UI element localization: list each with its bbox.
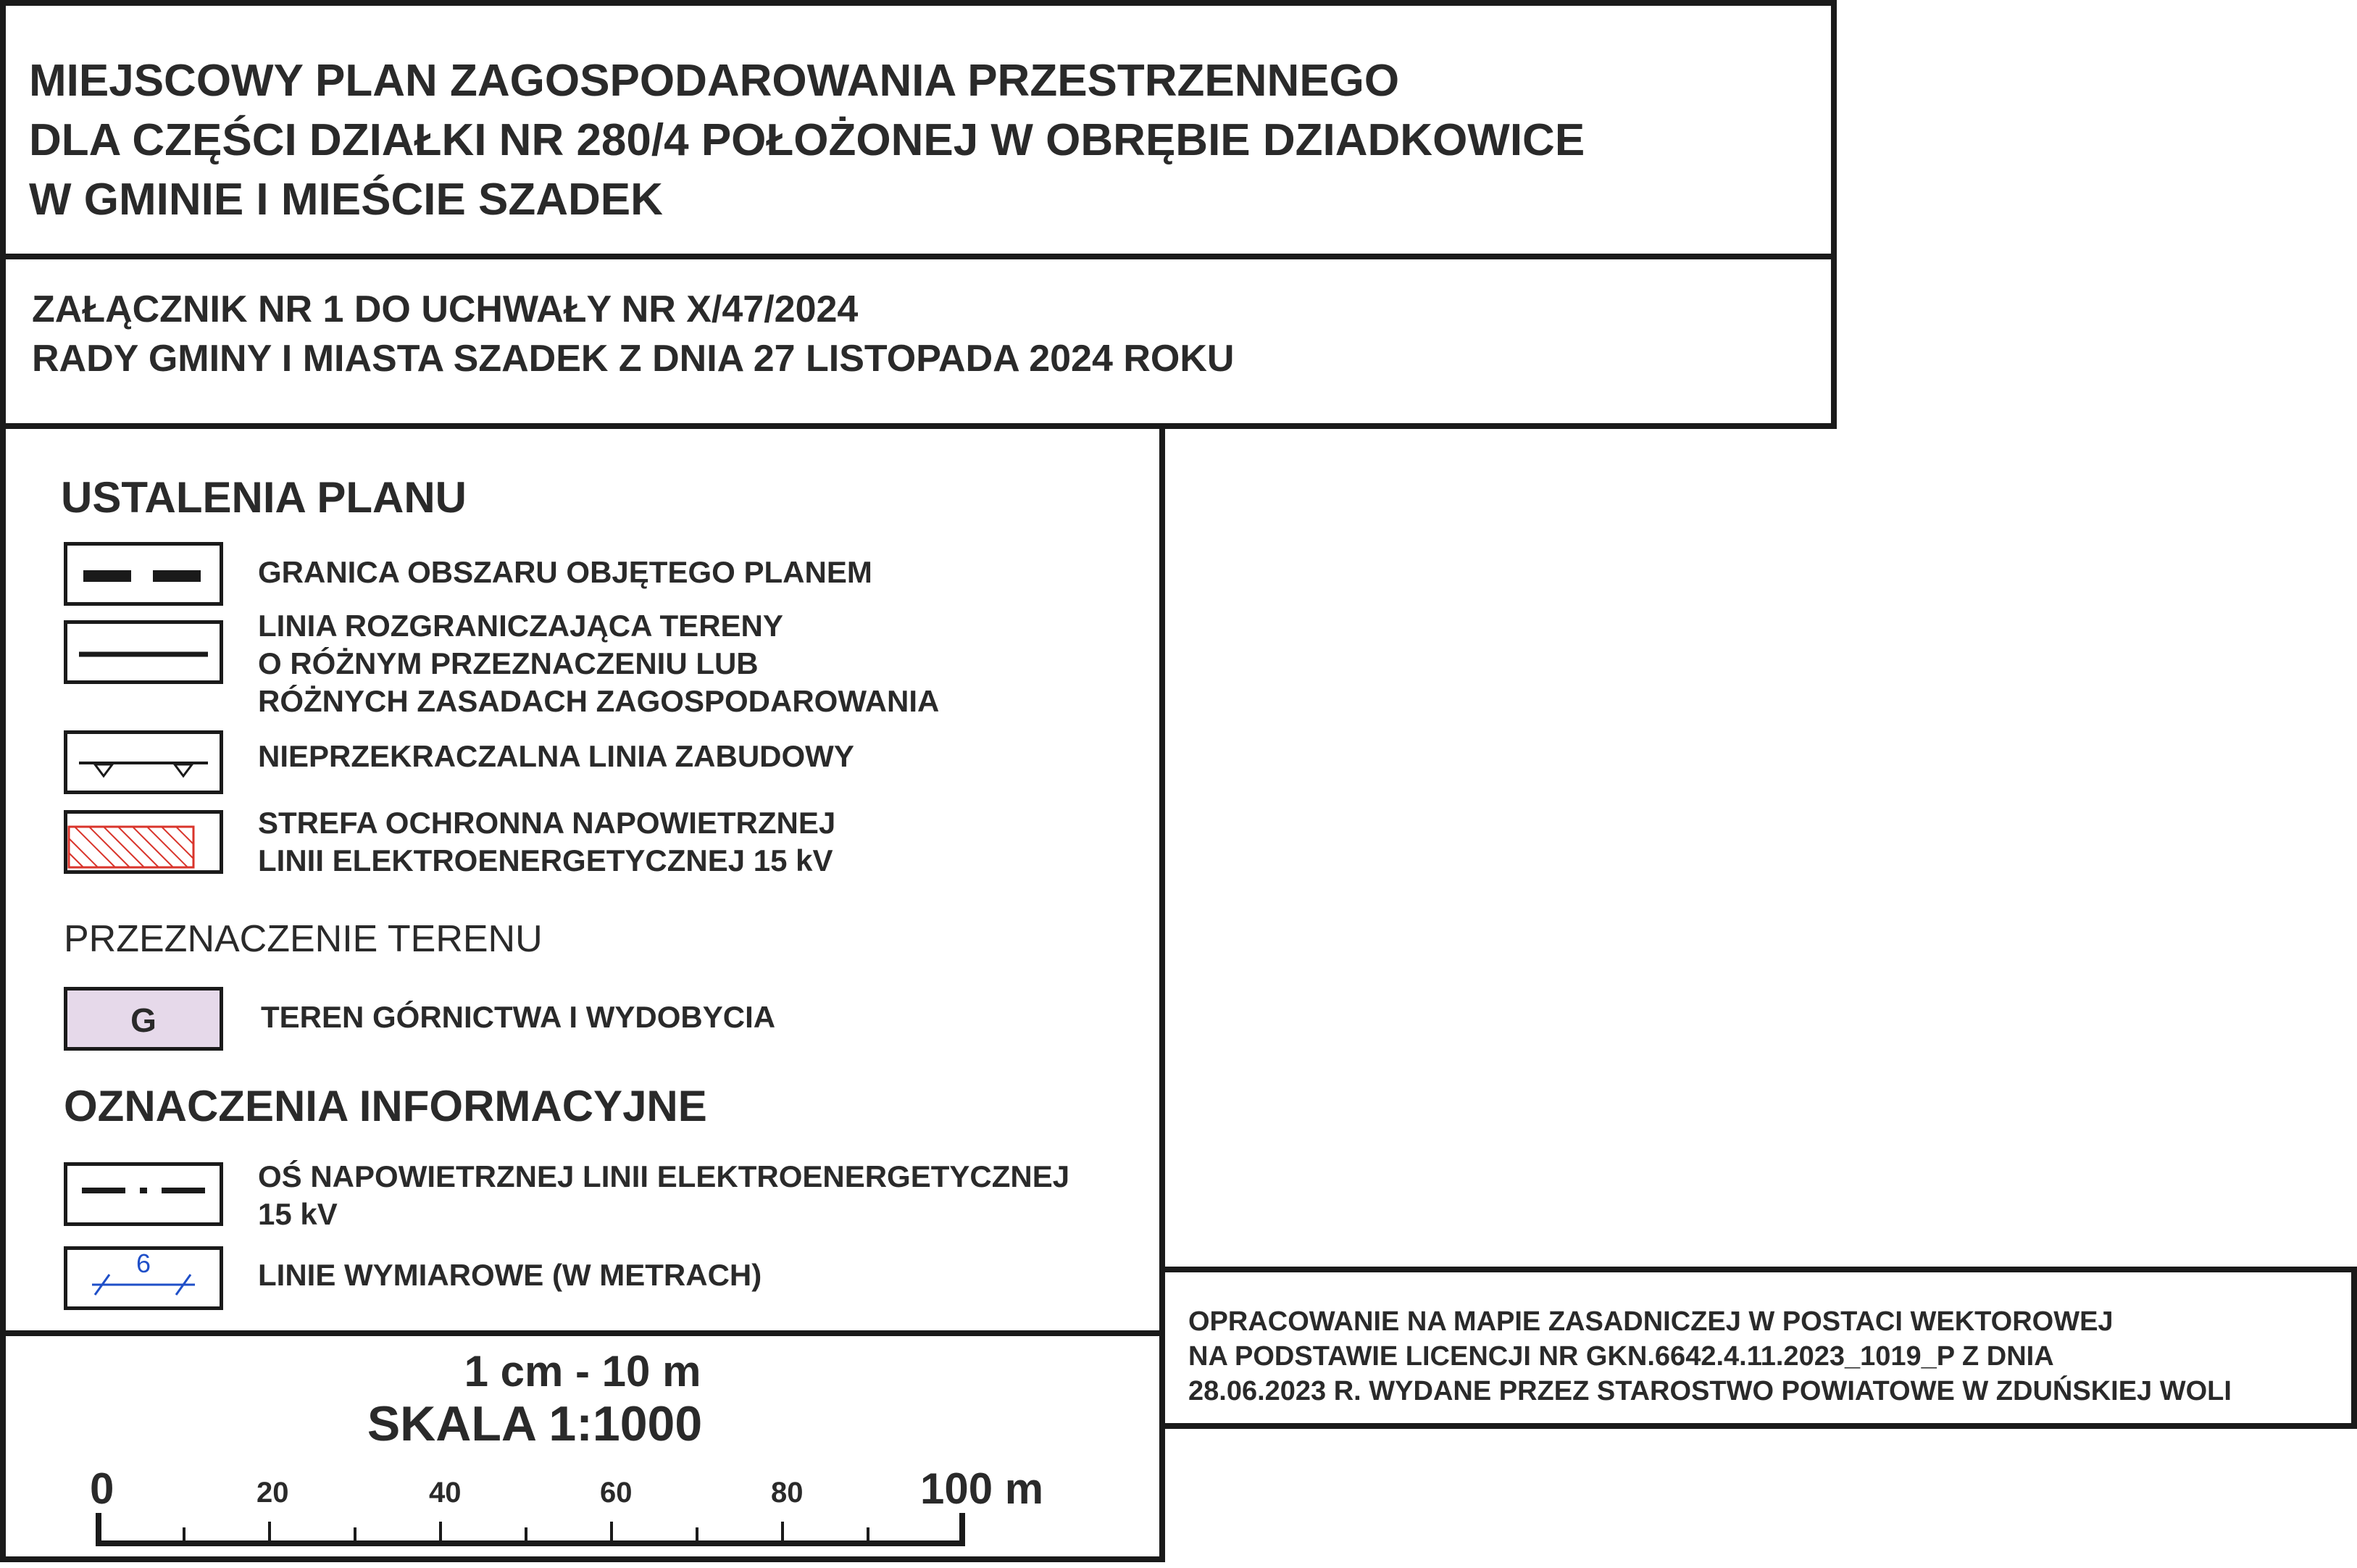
dimension-value: 6 — [135, 1248, 151, 1278]
land-use-g-label: TEREN GÓRNICTWA I WYDOBYCIA — [261, 1000, 776, 1034]
demarcation-symbol — [64, 620, 223, 684]
annex-line-1: ZAŁĄCZNIK NR 1 DO UCHWAŁY NR X/47/2024 — [32, 288, 859, 330]
power-line-axis-label-2: 15 kV — [258, 1197, 338, 1231]
demarcation-label-2: O RÓŻNYM PRZEZNACZENIU LUB — [258, 646, 759, 680]
demarcation-label-3: RÓŻNYCH ZASADACH ZAGOSPODAROWANIA — [258, 684, 940, 718]
hatched-zone-icon — [67, 814, 220, 870]
power-line-axis-symbol — [64, 1162, 223, 1226]
plan-title-line-1: MIEJSCOWY PLAN ZAGOSPODAROWANIA PRZESTRZENNEGO — [29, 56, 1400, 106]
dimension-line-label: LINIE WYMIAROWE (W METRACH) — [258, 1258, 762, 1292]
title-box — [0, 0, 1837, 259]
source-note-box — [1159, 1267, 2357, 1429]
building-line-icon — [67, 734, 220, 791]
scale-box — [0, 1330, 1165, 1562]
annex-line-2: RADY GMINY I MIASTA SZADEK Z DNIA 27 LISTOPADA 2024 ROKU — [32, 338, 1235, 380]
boundary-symbol — [64, 542, 223, 606]
legend-box — [0, 423, 1165, 1336]
scale-label-0: 0 — [90, 1464, 114, 1513]
protection-zone-label-2: LINII ELEKTROENERGETYCZNEJ 15 kV — [258, 843, 833, 877]
solid-line-icon — [67, 624, 220, 680]
scale-label-40: 40 — [429, 1477, 462, 1509]
plan-settings-heading: USTALENIA PLANU — [61, 473, 467, 522]
protection-zone-label-1: STREFA OCHRONNA NAPOWIETRZNEJ — [258, 806, 836, 840]
dashed-line-icon — [67, 546, 220, 602]
scale-label-60: 60 — [600, 1477, 633, 1509]
scale-bar — [6, 1336, 1165, 1568]
plan-title-line-3: W GMINIE I MIEŚCIE SZADEK — [29, 175, 663, 225]
land-use-heading: PRZEZNACZENIE TERENU — [64, 918, 543, 960]
scale-label-20: 20 — [256, 1477, 289, 1509]
scale-title: SKALA 1:1000 — [367, 1396, 703, 1451]
source-note-line-1: OPRACOWANIE NA MAPIE ZASADNICZEJ W POSTACI WEKTOROWEJ — [1188, 1306, 2114, 1337]
land-use-g-symbol — [64, 987, 223, 1051]
power-line-axis-label-1: OŚ NAPOWIETRZNEJ LINII ELEKTROENERGETYCZNEJ — [258, 1159, 1070, 1193]
land-use-g-code: G — [130, 1001, 157, 1039]
plan-title-line-2: DLA CZĘŚCI DZIAŁKI NR 280/4 POŁOŻONEJ W OBRĘBIE DZIADKOWICE — [29, 115, 1585, 165]
scale-ratio: 1 cm - 10 m — [464, 1347, 701, 1396]
scale-label-100: 100 m — [920, 1464, 1044, 1513]
source-note-line-3: 28.06.2023 R. WYDANE PRZEZ STAROSTWO POWIATOWE W ZDUŃSKIEJ WOLI — [1188, 1376, 2232, 1406]
info-markings-heading: OZNACZENIA INFORMACYJNE — [64, 1082, 707, 1130]
protection-zone-symbol — [64, 810, 223, 874]
building-line-label: NIEPRZEKRACZALNA LINIA ZABUDOWY — [258, 739, 854, 773]
dash-dot-line-icon — [67, 1166, 220, 1222]
scale-label-80: 80 — [771, 1477, 804, 1509]
boundary-label: GRANICA OBSZARU OBJĘTEGO PLANEM — [258, 555, 872, 589]
building-line-symbol — [64, 730, 223, 794]
annex-box — [0, 254, 1837, 429]
dimension-line-symbol — [64, 1246, 223, 1310]
demarcation-label-1: LINIA ROZGRANICZAJĄCA TERENY — [258, 609, 783, 643]
source-note-line-2: NA PODSTAWIE LICENCJI NR GKN.6642.4.11.2023_1019_P Z DNIA — [1188, 1341, 2054, 1372]
